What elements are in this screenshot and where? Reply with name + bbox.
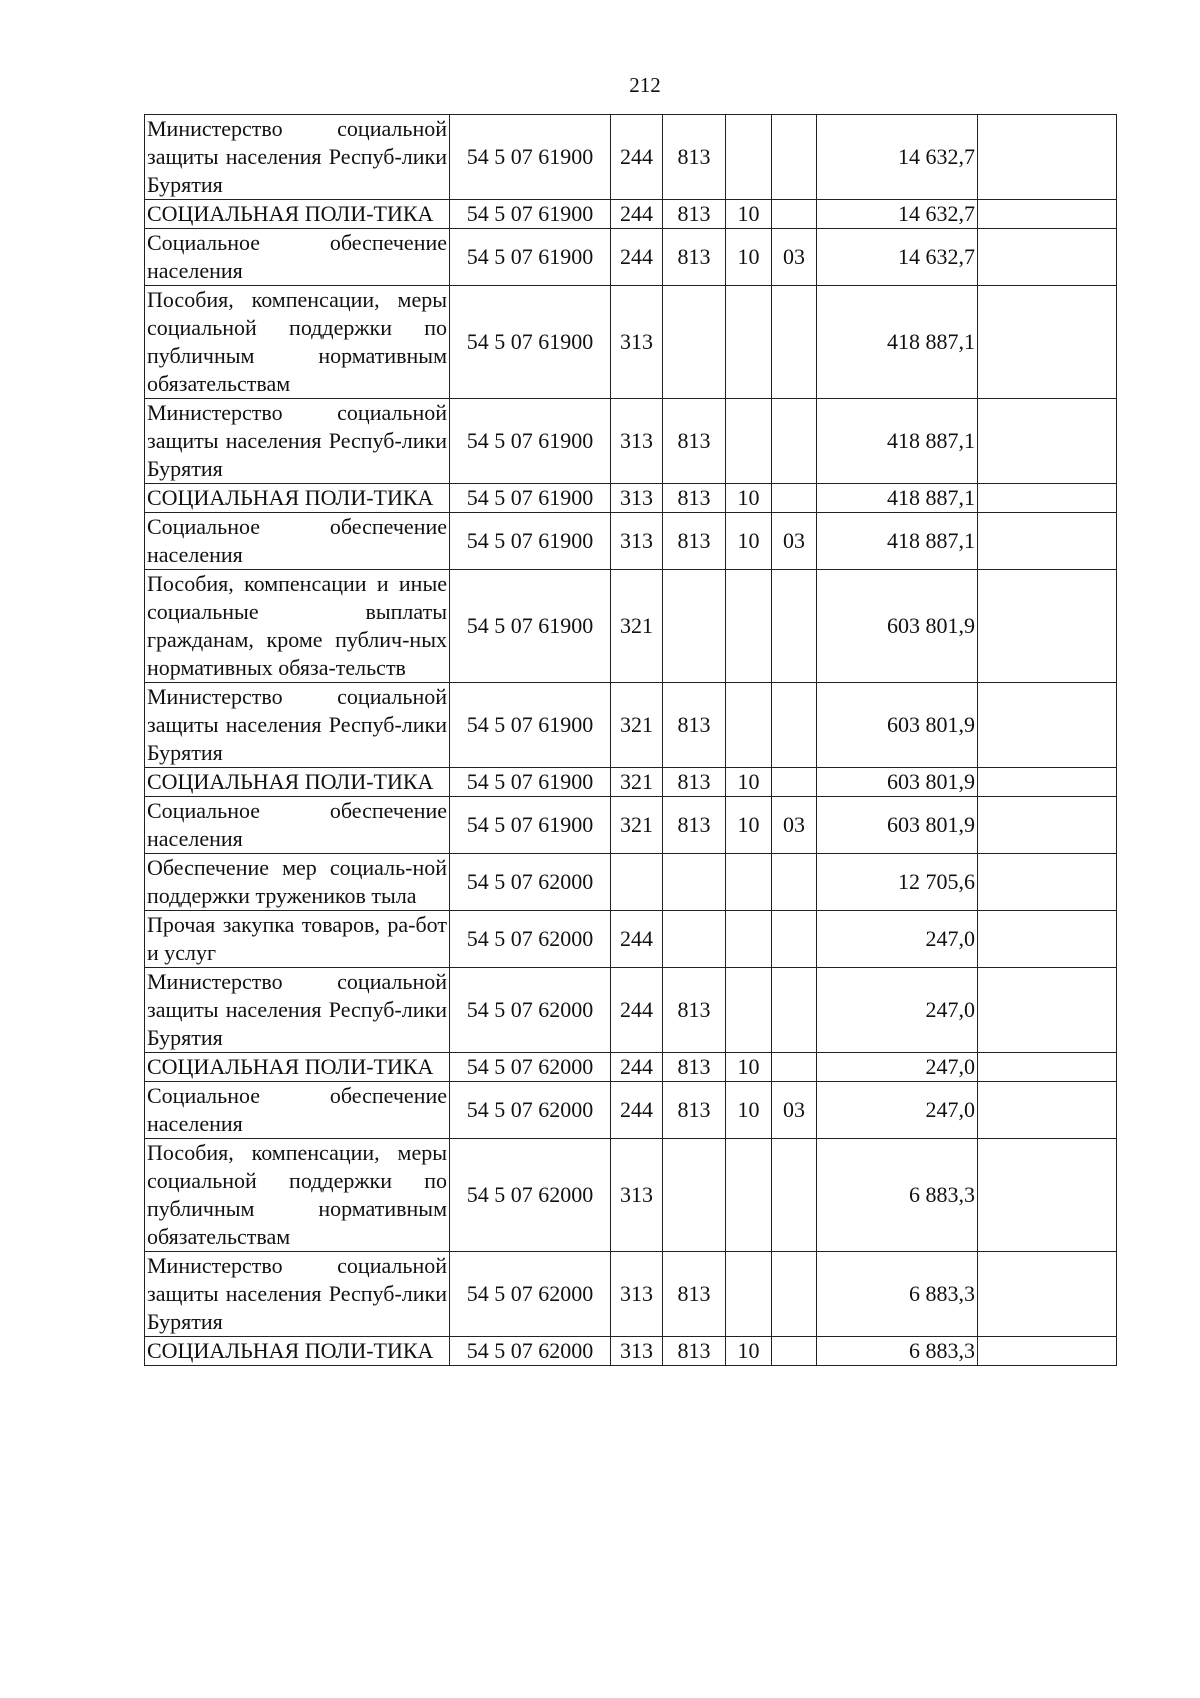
section-cell: 10 [726, 1082, 772, 1139]
expense-type-cell [611, 854, 663, 911]
amount-cell: 603 801,9 [817, 683, 978, 768]
name-cell: Социальное обеспечение населения [145, 513, 450, 570]
name-cell: Социальное обеспечение населения [145, 797, 450, 854]
section-cell: 10 [726, 768, 772, 797]
target-article-cell: 54 5 07 62000 [450, 968, 611, 1053]
expense-type-cell: 244 [611, 1082, 663, 1139]
amount-cell: 418 887,1 [817, 513, 978, 570]
name-cell: Социальное обеспечение населения [145, 1082, 450, 1139]
table-row [145, 229, 1117, 286]
empty-cell [978, 484, 1117, 513]
table-row [145, 1053, 1117, 1082]
subsection-cell [772, 968, 817, 1053]
target-article-cell: 54 5 07 61900 [450, 115, 611, 200]
section-cell [726, 399, 772, 484]
subsection-cell [772, 1053, 817, 1082]
expense-type-cell: 244 [611, 911, 663, 968]
amount-cell: 418 887,1 [817, 484, 978, 513]
section-cell [726, 911, 772, 968]
section-cell: 10 [726, 1337, 772, 1366]
amount-cell: 14 632,7 [817, 229, 978, 286]
target-article-cell: 54 5 07 62000 [450, 1139, 611, 1252]
name-cell: Пособия, компенсации и иные социальные выплаты гражданам, кроме публич-ных нормативных обяза-тельств [145, 570, 450, 683]
table-row [145, 200, 1117, 229]
subsection-cell [772, 1139, 817, 1252]
empty-cell [978, 229, 1117, 286]
subsection-cell: 03 [772, 1082, 817, 1139]
grbs-cell: 813 [663, 797, 726, 854]
empty-cell [978, 1337, 1117, 1366]
subsection-cell [772, 399, 817, 484]
section-cell [726, 968, 772, 1053]
section-cell [726, 1139, 772, 1252]
name-cell: Министерство социальной защиты населения Респуб-лики Бурятия [145, 683, 450, 768]
name-cell: СОЦИАЛЬНАЯ ПОЛИ-ТИКА [145, 484, 450, 513]
subsection-cell [772, 1252, 817, 1337]
name-cell: Министерство социальной защиты населения Респуб-лики Бурятия [145, 399, 450, 484]
expense-type-cell: 321 [611, 768, 663, 797]
subsection-cell [772, 911, 817, 968]
grbs-cell: 813 [663, 200, 726, 229]
empty-cell [978, 1053, 1117, 1082]
grbs-cell: 813 [663, 1252, 726, 1337]
amount-cell: 247,0 [817, 1053, 978, 1082]
name-cell: Министерство социальной защиты населения Респуб-лики Бурятия [145, 1252, 450, 1337]
subsection-cell [772, 683, 817, 768]
section-cell [726, 1252, 772, 1337]
amount-cell: 418 887,1 [817, 286, 978, 399]
grbs-cell: 813 [663, 1053, 726, 1082]
table-row [145, 115, 1117, 200]
empty-cell [978, 1252, 1117, 1337]
empty-cell [978, 1082, 1117, 1139]
expense-type-cell: 244 [611, 200, 663, 229]
empty-cell [978, 683, 1117, 768]
grbs-cell: 813 [663, 1337, 726, 1366]
target-article-cell: 54 5 07 61900 [450, 399, 611, 484]
target-article-cell: 54 5 07 61900 [450, 683, 611, 768]
grbs-cell: 813 [663, 229, 726, 286]
grbs-cell: 813 [663, 484, 726, 513]
subsection-cell [772, 200, 817, 229]
empty-cell [978, 570, 1117, 683]
budget-table [144, 114, 1117, 1366]
subsection-cell [772, 768, 817, 797]
section-cell: 10 [726, 513, 772, 570]
expense-type-cell: 313 [611, 286, 663, 399]
table-row [145, 513, 1117, 570]
empty-cell [978, 797, 1117, 854]
grbs-cell [663, 570, 726, 683]
name-cell: Социальное обеспечение населения [145, 229, 450, 286]
expense-type-cell: 244 [611, 968, 663, 1053]
name-cell: Пособия, компенсации, меры социальной поддержки по публичным нормативным обязательствам [145, 286, 450, 399]
table-row [145, 1139, 1117, 1252]
expense-type-cell: 321 [611, 797, 663, 854]
subsection-cell [772, 115, 817, 200]
name-cell: Прочая закупка товаров, ра-бот и услуг [145, 911, 450, 968]
table-row [145, 1337, 1117, 1366]
empty-cell [978, 968, 1117, 1053]
amount-cell: 14 632,7 [817, 200, 978, 229]
amount-cell: 247,0 [817, 968, 978, 1053]
table-row [145, 570, 1117, 683]
target-article-cell: 54 5 07 62000 [450, 1337, 611, 1366]
table-body [145, 115, 1117, 1366]
section-cell: 10 [726, 797, 772, 854]
subsection-cell: 03 [772, 229, 817, 286]
table-row [145, 1082, 1117, 1139]
empty-cell [978, 911, 1117, 968]
amount-cell: 603 801,9 [817, 768, 978, 797]
grbs-cell [663, 911, 726, 968]
table-row [145, 399, 1117, 484]
target-article-cell: 54 5 07 62000 [450, 1082, 611, 1139]
amount-cell: 247,0 [817, 911, 978, 968]
target-article-cell: 54 5 07 61900 [450, 570, 611, 683]
section-cell: 10 [726, 200, 772, 229]
expense-type-cell: 313 [611, 484, 663, 513]
table-row [145, 1252, 1117, 1337]
subsection-cell: 03 [772, 797, 817, 854]
name-cell: Пособия, компенсации, меры социальной поддержки по публичным нормативным обязательствам [145, 1139, 450, 1252]
grbs-cell [663, 1139, 726, 1252]
expense-type-cell: 321 [611, 683, 663, 768]
amount-cell: 6 883,3 [817, 1337, 978, 1366]
name-cell: Министерство социальной защиты населения Респуб-лики Бурятия [145, 968, 450, 1053]
empty-cell [978, 1139, 1117, 1252]
subsection-cell [772, 484, 817, 513]
section-cell [726, 570, 772, 683]
section-cell [726, 854, 772, 911]
subsection-cell [772, 570, 817, 683]
expense-type-cell: 313 [611, 1337, 663, 1366]
empty-cell [978, 115, 1117, 200]
expense-type-cell: 244 [611, 229, 663, 286]
expense-type-cell: 244 [611, 115, 663, 200]
table-row [145, 286, 1117, 399]
target-article-cell: 54 5 07 61900 [450, 768, 611, 797]
target-article-cell: 54 5 07 61900 [450, 229, 611, 286]
target-article-cell: 54 5 07 62000 [450, 1053, 611, 1082]
subsection-cell [772, 854, 817, 911]
target-article-cell: 54 5 07 61900 [450, 513, 611, 570]
name-cell: СОЦИАЛЬНАЯ ПОЛИ-ТИКА [145, 1053, 450, 1082]
empty-cell [978, 513, 1117, 570]
target-article-cell: 54 5 07 62000 [450, 1252, 611, 1337]
grbs-cell: 813 [663, 513, 726, 570]
table-row [145, 968, 1117, 1053]
name-cell: Обеспечение мер социаль-ной поддержки тружеников тыла [145, 854, 450, 911]
subsection-cell [772, 1337, 817, 1366]
target-article-cell: 54 5 07 62000 [450, 854, 611, 911]
table-row [145, 797, 1117, 854]
name-cell: СОЦИАЛЬНАЯ ПОЛИ-ТИКА [145, 200, 450, 229]
target-article-cell: 54 5 07 61900 [450, 200, 611, 229]
empty-cell [978, 286, 1117, 399]
target-article-cell: 54 5 07 61900 [450, 797, 611, 854]
table-row [145, 768, 1117, 797]
table-row [145, 911, 1117, 968]
section-cell [726, 115, 772, 200]
section-cell: 10 [726, 484, 772, 513]
amount-cell: 603 801,9 [817, 570, 978, 683]
grbs-cell: 813 [663, 768, 726, 797]
grbs-cell: 813 [663, 115, 726, 200]
target-article-cell: 54 5 07 61900 [450, 286, 611, 399]
expense-type-cell: 313 [611, 399, 663, 484]
expense-type-cell: 313 [611, 513, 663, 570]
subsection-cell [772, 286, 817, 399]
name-cell: СОЦИАЛЬНАЯ ПОЛИ-ТИКА [145, 768, 450, 797]
amount-cell: 12 705,6 [817, 854, 978, 911]
amount-cell: 6 883,3 [817, 1252, 978, 1337]
target-article-cell: 54 5 07 62000 [450, 911, 611, 968]
expense-type-cell: 244 [611, 1053, 663, 1082]
amount-cell: 14 632,7 [817, 115, 978, 200]
section-cell [726, 683, 772, 768]
amount-cell: 247,0 [817, 1082, 978, 1139]
amount-cell: 603 801,9 [817, 797, 978, 854]
empty-cell [978, 200, 1117, 229]
grbs-cell: 813 [663, 968, 726, 1053]
grbs-cell [663, 286, 726, 399]
expense-type-cell: 321 [611, 570, 663, 683]
table-row [145, 683, 1117, 768]
empty-cell [978, 854, 1117, 911]
table-row [145, 854, 1117, 911]
name-cell: Министерство социальной защиты населения Респуб-лики Бурятия [145, 115, 450, 200]
expense-type-cell: 313 [611, 1139, 663, 1252]
grbs-cell [663, 854, 726, 911]
grbs-cell: 813 [663, 1082, 726, 1139]
subsection-cell: 03 [772, 513, 817, 570]
name-cell: СОЦИАЛЬНАЯ ПОЛИ-ТИКА [145, 1337, 450, 1366]
empty-cell [978, 399, 1117, 484]
empty-cell [978, 768, 1117, 797]
amount-cell: 418 887,1 [817, 399, 978, 484]
table-row [145, 484, 1117, 513]
grbs-cell: 813 [663, 683, 726, 768]
section-cell: 10 [726, 229, 772, 286]
page-number: 212 [629, 73, 661, 97]
amount-cell: 6 883,3 [817, 1139, 978, 1252]
grbs-cell: 813 [663, 399, 726, 484]
section-cell [726, 286, 772, 399]
target-article-cell: 54 5 07 61900 [450, 484, 611, 513]
expense-type-cell: 313 [611, 1252, 663, 1337]
section-cell: 10 [726, 1053, 772, 1082]
